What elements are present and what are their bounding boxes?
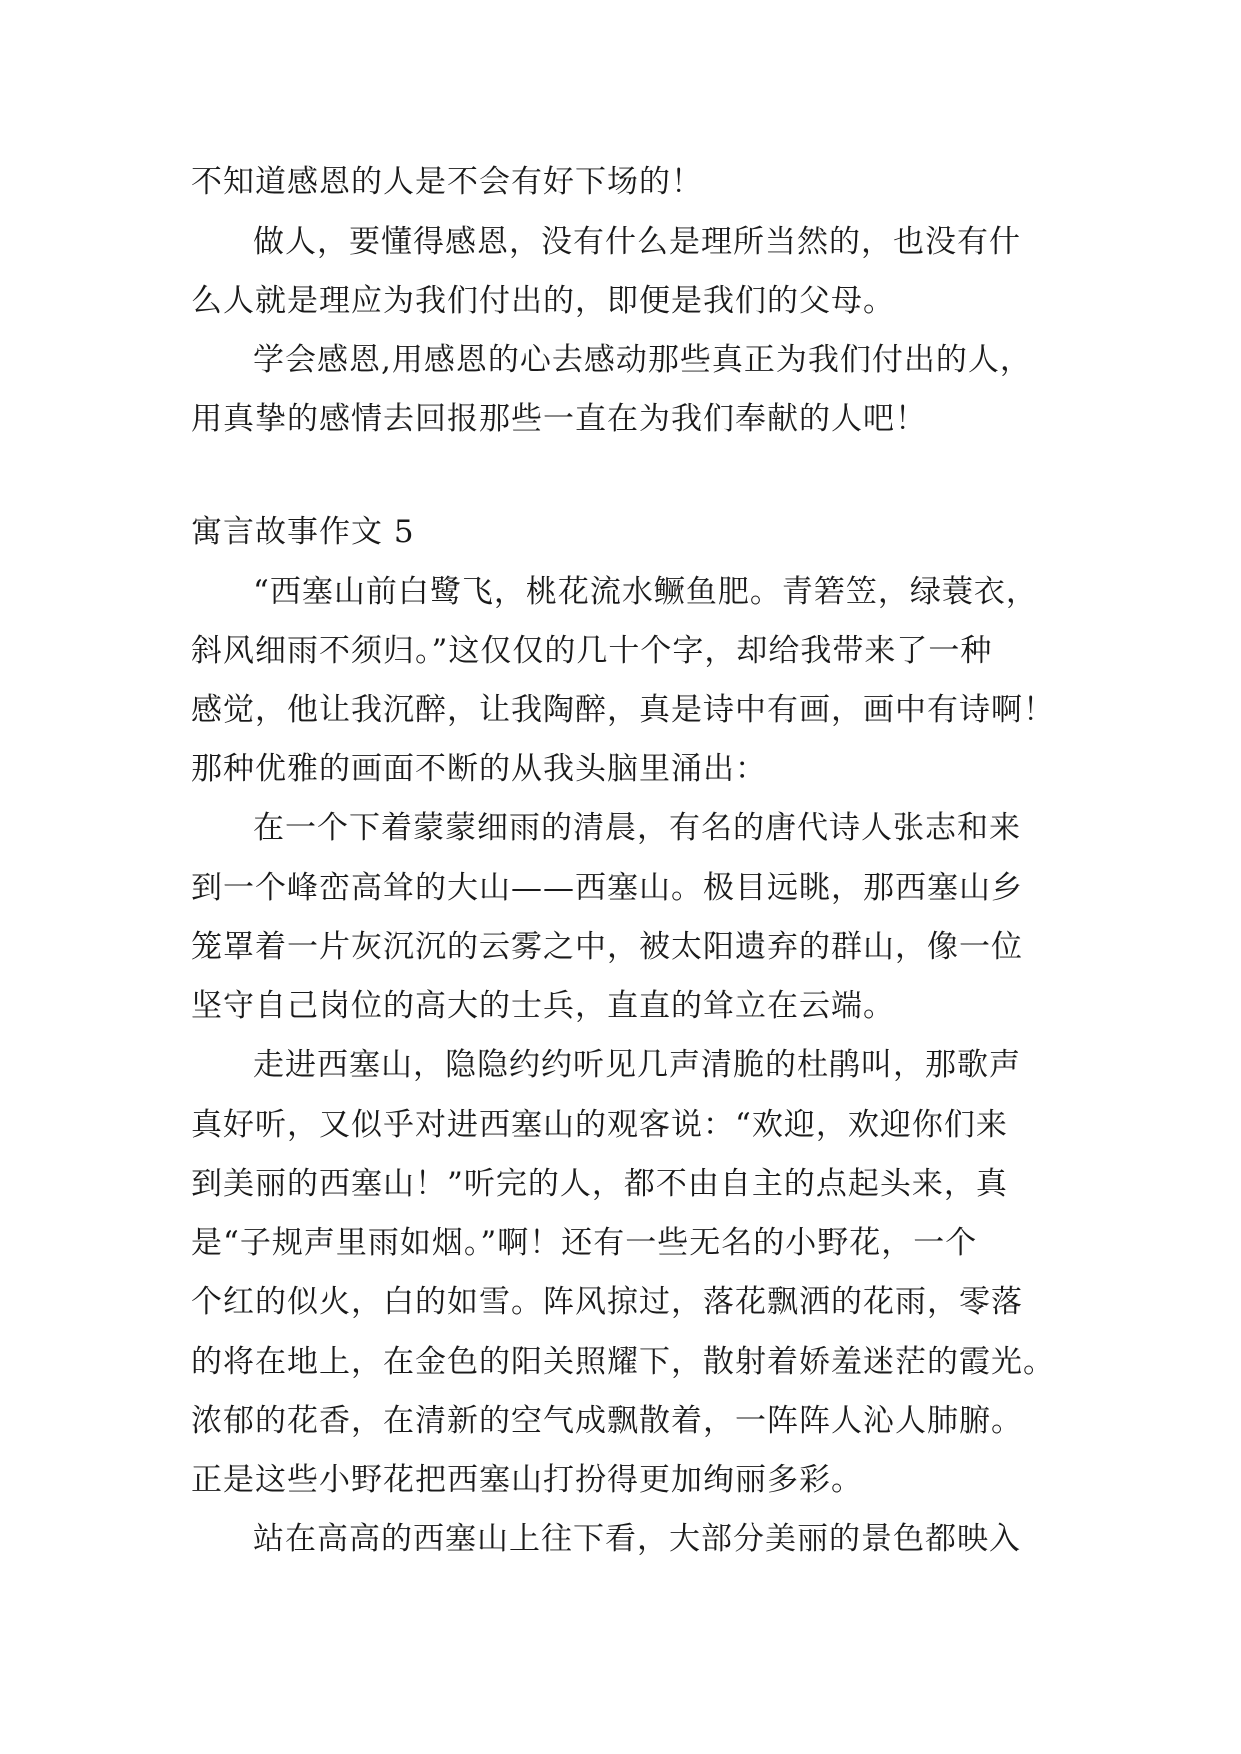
text-line-20: 的将在地上，在金色的阳关照耀下，散射着娇羞迷茫的霞光。	[191, 1344, 1055, 1380]
text-line-15: 走进西塞山，隐隐约约听见几声清脆的杜鹃叫，那歌声	[253, 1047, 1021, 1083]
text-line-1: 不知道感恩的人是不会有好下场的！	[191, 164, 703, 200]
text-line-13: 笼罩着一片灰沉沉的云雾之中，被太阳遗弃的群山，像一位	[191, 929, 1023, 965]
text-line-10: 那种优雅的画面不断的从我头脑里涌出：	[191, 751, 767, 787]
text-line-4: 学会感恩,用感恩的心去感动那些真正为我们付出的人，	[253, 342, 1032, 378]
text-line-12: 到一个峰峦高耸的大山——西塞山。极目远眺，那西塞山乡	[191, 870, 1023, 906]
text-line-7: “西塞山前白鹭飞，桃花流水鳜鱼肥。青箬笠，绿蓑衣，	[253, 574, 1038, 610]
text-line-22: 正是这些小野花把西塞山打扮得更加绚丽多彩。	[191, 1462, 863, 1498]
text-line-3: 么人就是理应为我们付出的，即便是我们的父母。	[191, 283, 895, 319]
text-line-5: 用真挚的感情去回报那些一直在为我们奉献的人吧！	[191, 401, 927, 437]
section-heading: 寓言故事作文 5	[191, 514, 415, 550]
text-line-23: 站在高高的西塞山上往下看，大部分美丽的景色都映入	[253, 1521, 1021, 1557]
text-line-11: 在一个下着蒙蒙细雨的清晨，有名的唐代诗人张志和来	[253, 810, 1021, 846]
text-line-21: 浓郁的花香，在清新的空气成飘散着，一阵阵人沁人肺腑。	[191, 1403, 1023, 1439]
text-line-17: 到美丽的西塞山！”听完的人，都不由自主的点起头来，真	[191, 1166, 1008, 1202]
text-line-16: 真好听，又似乎对进西塞山的观客说：“欢迎，欢迎你们来	[191, 1107, 1008, 1143]
text-line-8: 斜风细雨不须归。”这仅仅的几十个字，却给我带来了一种	[191, 633, 993, 669]
text-line-14: 坚守自己岗位的高大的士兵，直直的耸立在云端。	[191, 988, 895, 1024]
text-line-19: 个红的似火，白的如雪。阵风掠过，落花飘洒的花雨，零落	[191, 1284, 1023, 1320]
text-line-18: 是“子规声里雨如烟。”啊！还有一些无名的小野花，一个	[191, 1225, 978, 1261]
text-line-2: 做人，要懂得感恩，没有什么是理所当然的，也没有什	[253, 224, 1021, 260]
text-line-9: 感觉，他让我沉醉，让我陶醉，真是诗中有画，画中有诗啊！	[191, 692, 1055, 728]
